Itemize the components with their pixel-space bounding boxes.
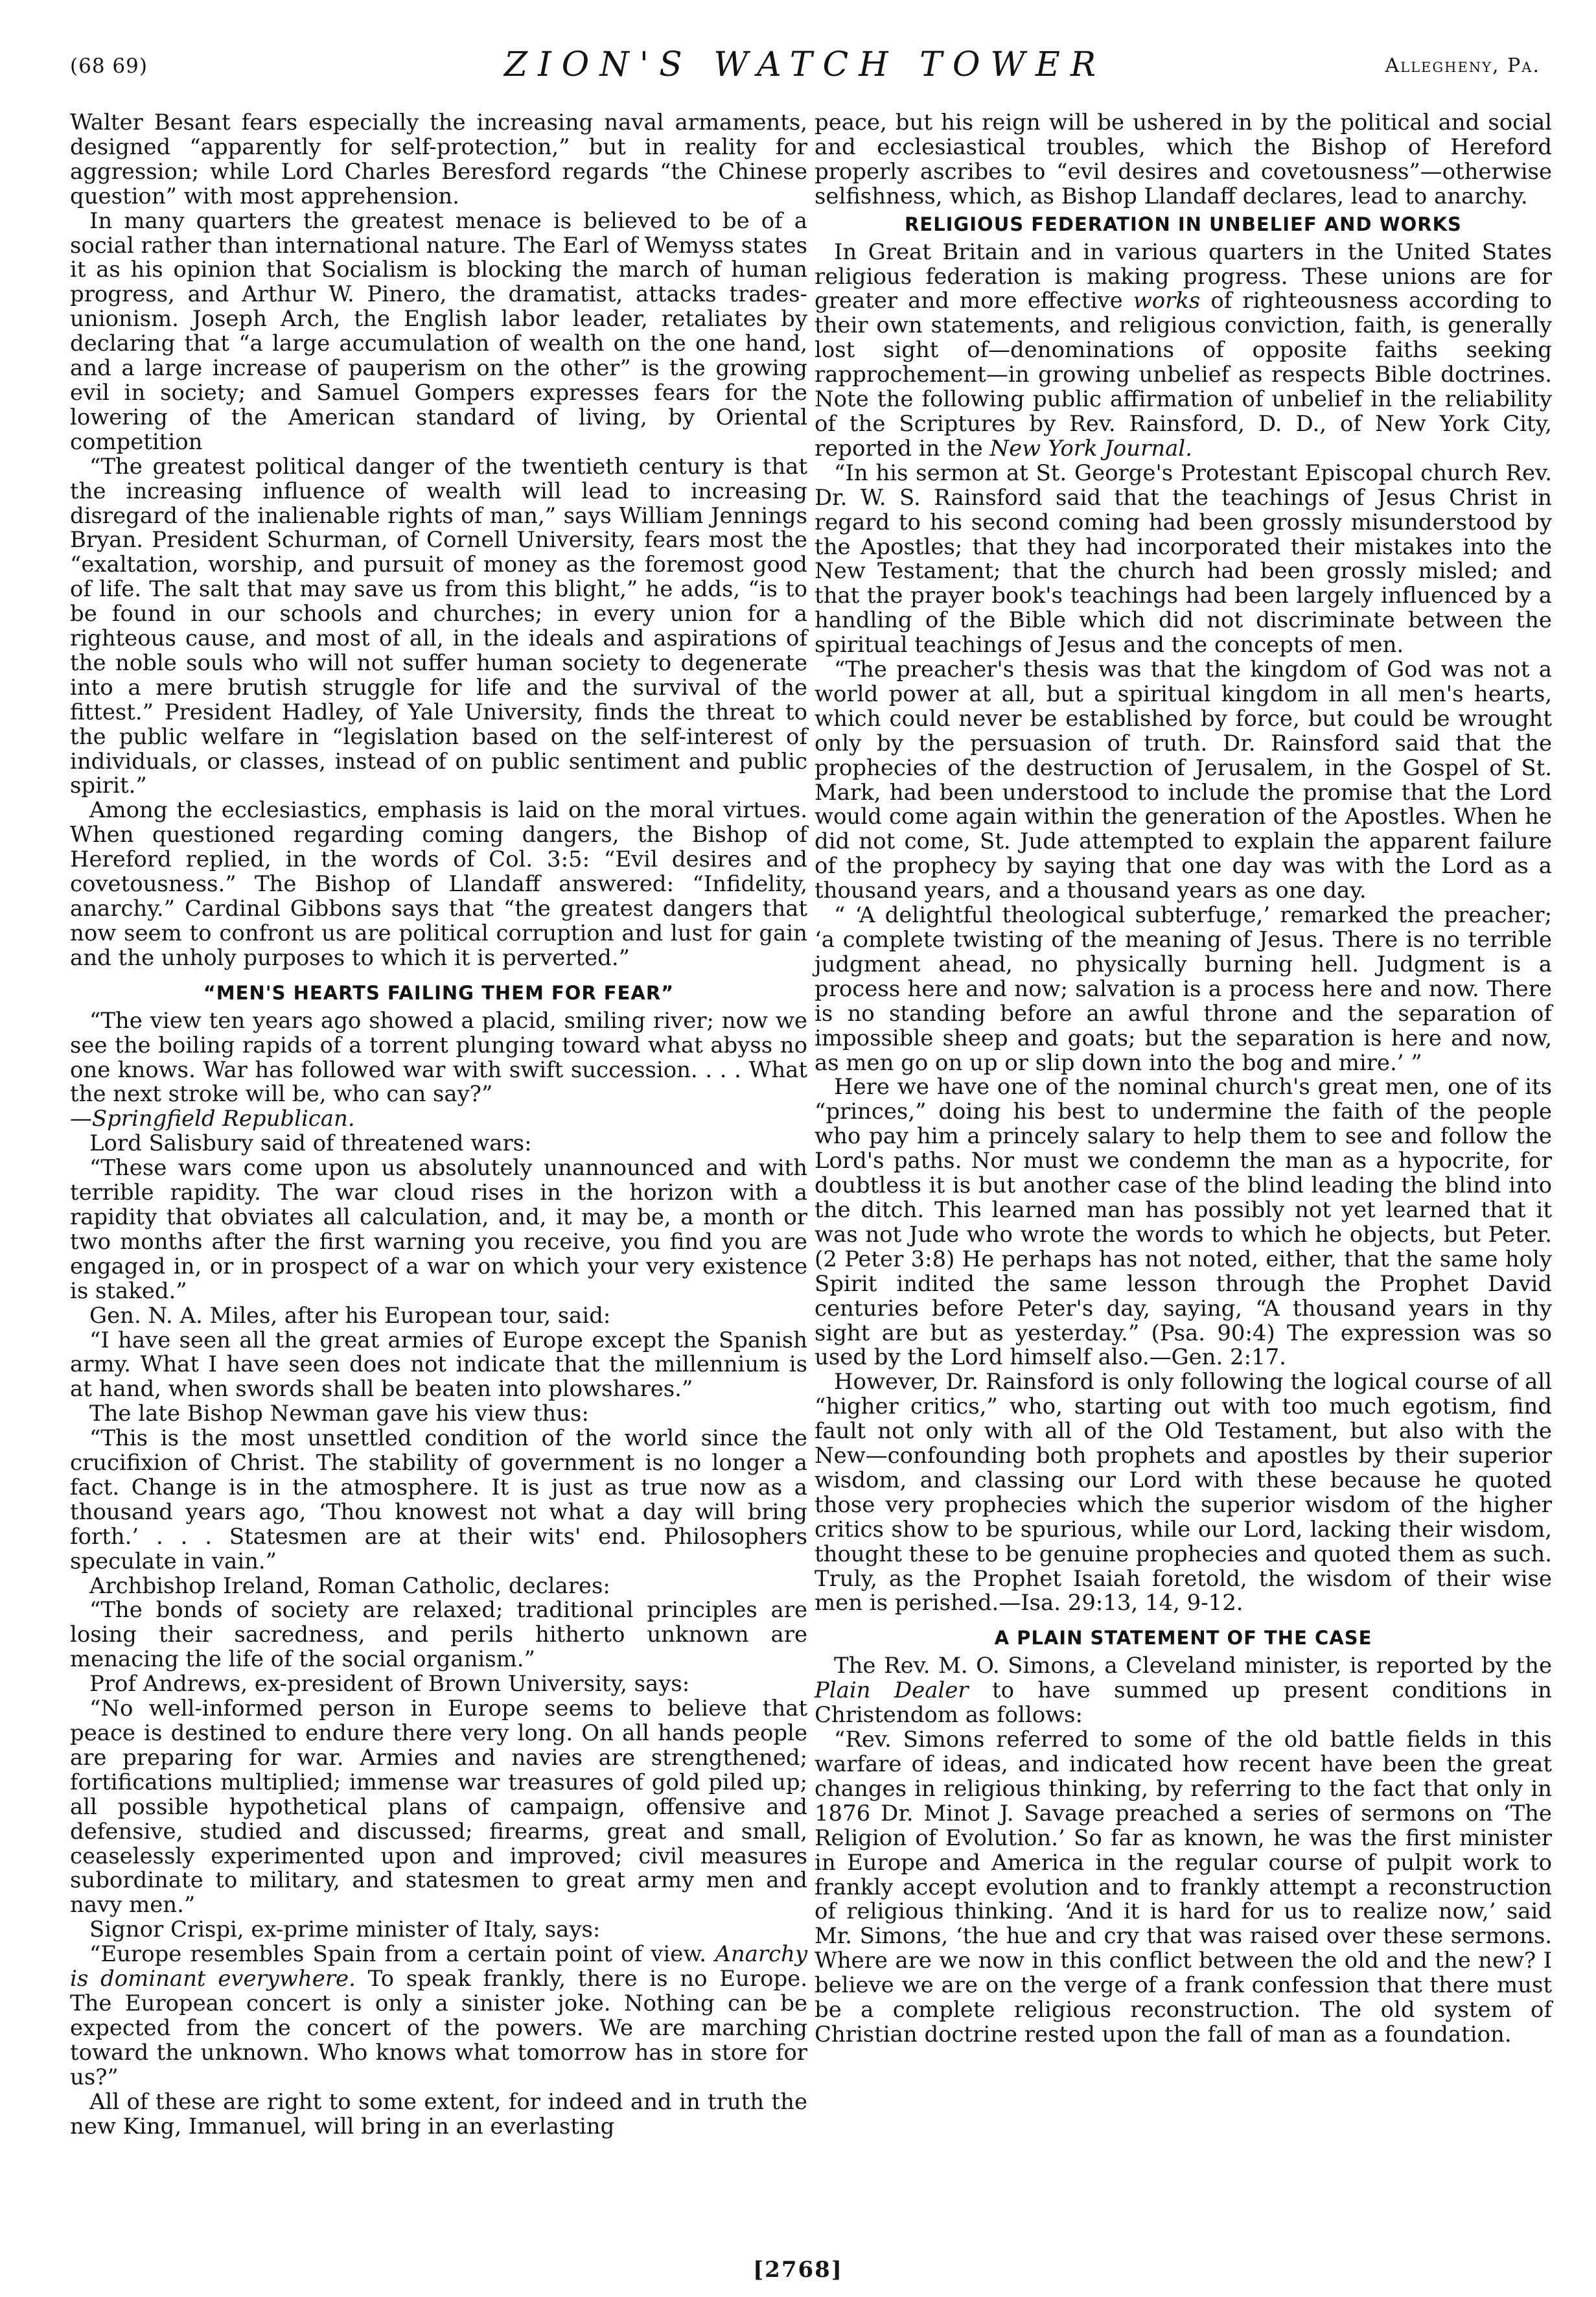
- left-column: [70, 110, 807, 2138]
- page-reference: (68 69): [70, 54, 148, 78]
- text-run: “Europe resembles Spain from a certain point of view.: [89, 1941, 707, 1967]
- paragraph: “These wars come upon us absolutely unannounced and with terrible rapidity. The war cloud rises in the horizon with a rapidity that obviates all calculation, and, it may be, a month or two months after the first warning you receive, you find you are engaged in, or in prospect of a war on which your very existence is staked.”: [70, 1155, 807, 1303]
- section-heading: A PLAIN STATEMENT OF THE CASE: [994, 1627, 1372, 1650]
- paragraph: Archbishop Ireland, Roman Catholic, declares:: [89, 1572, 610, 1598]
- paragraph: “The bonds of society are relaxed; traditional principles are losing their sacredness, and perils hitherto unknown are menacing the life of the social organism.”: [70, 1597, 807, 1672]
- paragraph: “I have seen all the great armies of Europe except the Spanish army. What I have seen does not indicate that the millennium is at hand, when swords shall be beaten into plowshares.”: [70, 1327, 807, 1402]
- paragraph: Prof Andrews, ex-president of Brown University, says:: [89, 1671, 690, 1697]
- paragraph: [70, 1942, 807, 2089]
- paragraph: Lord Salisbury said of threatened wars:: [89, 1130, 532, 1156]
- page-header: [70, 45, 1540, 104]
- paragraph: “In his sermon at St. George's Protestant Episcopal church Rev. Dr. W. S. Rainsford said that the teachings of Jesus Christ in regard to his second coming had been grossly misunderstood by the Apostles; that they had incorporated their mistakes into the New Testament; that the church had been grossly misled; and that the prayer book's teachings had been largely influenced by a handling of the Bible which did not discriminate between the spiritual teachings of Jesus and the concepts of men.: [815, 460, 1552, 658]
- quote-text: “The view ten years ago showed a placid, smiling river; now we see the boiling rapids of a torrent plunging toward what abyss no one knows. War has followed war with swift succession. . . . What the next stroke will be, who can say?”: [70, 1007, 807, 1107]
- publication-location: Allegheny, Pa.: [1385, 54, 1540, 77]
- paragraph: Walter Besant fears especially the increasing naval armaments, designed “apparently for self-protection,” but in reality for aggression; while Lord Charles Beresford regards “the Chinese question” with most apprehension.: [70, 110, 807, 209]
- paragraph: Among the ecclesiastics, emphasis is laid on the moral virtues. When questioned regarding coming dangers, the Bishop of Hereford replied, in the words of Col. 3:5: “Evil desires and covetousness.” The Bishop of Llandaff answered: “Infidelity, anarchy.” Cardinal Gibbons says that “the greatest dangers that now seem to confront us are political corruption and lust for gain and the unholy purposes to which it is perverted.”: [70, 797, 807, 970]
- right-column: [815, 110, 1552, 2047]
- paragraph: “This is the most unsettled condition of the world since the crucifixion of Christ. The stability of government is no longer a fact. Change is in the atmosphere. It is just as true now as a thousand years ago, ‘Thou knowest not what a day will bring forth.’ . . . Statesmen are at their wits' end. Philosophers speculate in vain.”: [70, 1425, 807, 1574]
- paragraph: “The greatest political danger of the twentieth century is that the increasing influence of wealth will lead to increasing disregard of the inalienable rights of man,” says William Jennings Bryan. President Schurman, of Cornell University, fears most the “exaltation, worship, and pursuit of money as the foremost good of life. The salt that may save us from this blight,” he adds, “is to be found in our schools and churches; in every union for a righteous cause, and most of all, in the ideals and aspirations of the noble souls who will not suffer human society to degenerate into a mere brutish struggle for life and the survival of the fittest.” President Hadley, of Yale University, finds the threat to the public welfare in “legislation based on the self-interest of individuals, or classes, instead of on public sentiment and public spirit.”: [70, 453, 807, 799]
- paragraph: peace, but his reign will be ushered in by the political and social and ecclesiastical troubles, which the Bishop of Hereford properly ascribes to “evil desires and covetousness”—otherwise selfishness, which, as Bishop Llandaff declares, lead to anarchy.: [815, 110, 1552, 209]
- paragraph: Gen. N. A. Miles, after his European tour, said:: [89, 1302, 611, 1328]
- paragraph: [815, 240, 1552, 461]
- text-run: to have summed up present conditions in Christendom as follows:: [815, 1677, 1552, 1728]
- text-run: The Rev. M. O. Simons, a Cleveland minister, is reported by the: [834, 1653, 1552, 1679]
- paragraph: “ ‘A delightful theological subterfuge,’ remarked the preacher; ‘a complete twisting of the meaning of Jesus. There is no terrible judgment ahead, no physically burning hell. Judgment is a process here and now; salvation is a process here and now. There is no standing before an awful throne and the separation of impossible sheep and goats; but the separation is here and now, as men go on up or slip down into the bog and mire.’ ”: [815, 902, 1552, 1075]
- paragraph: “Rev. Simons referred to some of the old battle fields in this warfare of ideas, and indicated how recent have been the great changes in religious thinking, by referring to the fact that only in 1876 Dr. Minot J. Savage preached a series of sermons on ‘The Religion of Evolution.’ So far as known, he was the first minister in Europe and America in the regular course of pulpit work to frankly accept evolution and to frankly attempt a reconstruction of religious thinking. ‘And it is hard for us to realize now,’ said Mr. Simons, ‘the hue and cry that was raised over these sermons. Where are we now in this conflict between the old and the new? I believe we are on the verge of a frank confession that there must be a complete religious reconstruction. The old system of Christian doctrine rested upon the fall of man as a foundation.: [815, 1727, 1552, 2047]
- section-heading: “MEN'S HEARTS FAILING THEM FOR FEAR”: [203, 981, 675, 1004]
- paragraph: “No well-informed person in Europe seems to believe that peace is destined to endure there very long. On all hands people are preparing for war. Armies and navies are strengthened; fortifications multiplied; immense war treasures of gold piled up; all possible hypothetical plans of campaign, offensive and defensive, studied and discussed; firearms, great and small, ceaselessly experimented upon and improved; civil measures subordinate to military, and statesmen to great army men and navy men.”: [70, 1696, 807, 1918]
- paragraph: [815, 1653, 1552, 1727]
- italic-text: New York Journal.: [989, 435, 1192, 461]
- quote-source: —Springfield Republican.: [70, 1106, 355, 1132]
- text-run: of righteousness according to their own statements, and religious conviction, faith, is generally lost sight of—denominations of opposite faiths seeking rapprochement—in growing unbelief as respects Bible doctrines. Note the following public affirmation of unbelief in the reliability of the Scriptures by Rev. Rainsford, D. D., of New York City, reported in the: [815, 288, 1552, 461]
- paragraph: In many quarters the greatest menace is believed to be of a social rather than international nature. The Earl of Wemyss states it as his opinion that Socialism is blocking the march of human progress, and Arthur W. Pinero, the dramatist, attacks trades-unionism. Joseph Arch, the English labor leader, retaliates by declaring that “a large accumulation of wealth on the one hand, and a large increase of pauperism on the other” is the growing evil in society; and Samuel Gompers expresses fears for the lowering of the American standard of living, by Oriental competition: [70, 207, 807, 454]
- paragraph: Signor Crispi, ex-prime minister of Italy, says:: [89, 1917, 601, 1942]
- paragraph: Here we have one of the nominal church's great men, one of its “princes,” doing his best to undermine the faith of the people who pay him a princely salary to help them to see and follow the Lord's paths. Nor must we condemn the man as a hypocrite, for doubtless it is but another case of the blind leading the blind into the ditch. This learned man has possibly not yet learned that it was not Jude who wrote the words to which he objects, but Peter. (2 Peter 3:8) He perhaps has not noted, either, that the same holy Spirit indited the same lesson through the Prophet David centuries before Peter's day, saying, “A thousand years in thy sight are but as yesterday.” (Psa. 90:4) The expression was so used by the Lord himself also.—Gen. 2:17.: [815, 1074, 1552, 1370]
- paragraph: However, Dr. Rainsford is only following the logical course of all “higher critics,” who, starting out with too much egotism, find fault not only with all of the Old Testament, but also with the New—confounding both prophets and apostles by their superior wisdom, and classing our Lord with these because he quoted those very prophecies which the superior wisdom of the higher critics show to be spurious, while our Lord, lacking their wisdom, thought these to be genuine prophecies and quoted them as such. Truly, as the Prophet Isaiah foretold, the wisdom of their wise men is perished.—Isa. 29:13, 14, 9-12.: [815, 1369, 1552, 1616]
- paragraph: “The preacher's thesis was that the kingdom of God was not a world power at all, but a spiritual kingdom in all men's hearts, which could never be established by force, but could be wrought only by the persuasion of truth. Dr. Rainsford said that the prophecies of the destruction of Jerusalem, in the Gospel of St. Mark, had been understood to include the promise that the Lord would come again within the generation of the Apostles. When he did not come, St. Jude attempted to explain the apparent failure of the prophecy by saying that one day was with the Lord as a thousand years, and a thousand years as one day.: [815, 657, 1552, 904]
- italic-text: works: [1133, 288, 1201, 314]
- paragraph: [70, 1009, 807, 1132]
- paragraph: The late Bishop Newman gave his view thus:: [89, 1401, 589, 1427]
- page-number: [2768]: [753, 2257, 843, 2283]
- text-run: In Great Britain and in various quarters in the United States religious federation is making progress. These unions are for greater and more effective: [815, 239, 1552, 314]
- paragraph: All of these are right to some extent, for indeed and in truth the new King, Immanuel, will bring in an everlasting: [70, 2088, 807, 2139]
- italic-text: Anarchy is dominant everywhere.: [70, 1941, 808, 1992]
- periodical-title: ZION'S WATCH TOWER: [503, 45, 1107, 84]
- section-heading: RELIGIOUS FEDERATION IN UNBELIEF AND WORKS: [905, 213, 1462, 235]
- text-run: To speak frankly, there is no Europe. The European concert is only a sinister joke. Nothing can be expected from the concert of the powers. We are marching toward the unknown. Who knows what tomorrow has in store for us?”: [70, 1966, 808, 2090]
- italic-text: Plain Dealer: [815, 1677, 969, 1703]
